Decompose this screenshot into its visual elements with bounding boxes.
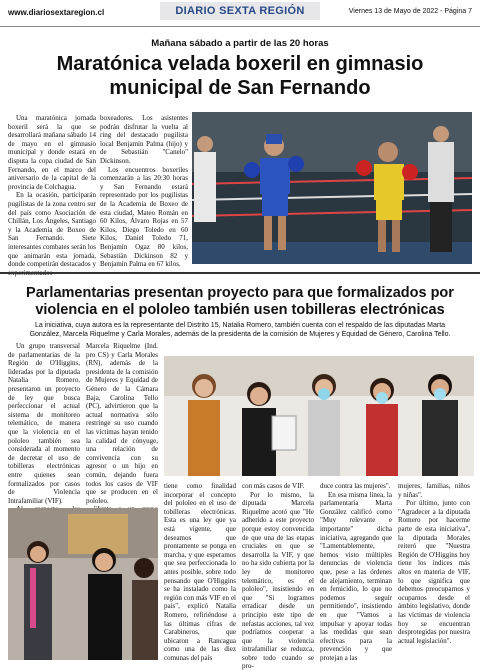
article2-headline: Parlamentarias presentan proyecto para que formalizados por violencia en el pololeo también usen tobilleras electrónicas bbox=[26, 285, 454, 318]
article1-paragraph: Una maratónica jornada boxeril será la que se desarrollará mañana sábado 14 de mayo en el gimnasio municipal y donde estará en disputa la copa ciudad de San Fernando, en el marco del aniversario de la capital de la provincia de Colchagua. bbox=[8, 114, 96, 191]
article2-paragraph: Un grupo transversal de parlamentarias de la Región de O'Higgins, lideradas por la diputada Natalia Romero, presentaron un proyecto de ley que busca perfeccionar el actual sistema de monitoreo telemático, de manera que la violencia en el pololeo también sea considerada al momento de decretar el uso de tobilleras electrónicas entre quienes sean formalizados por casos de Violencia Intrafamiliar (VIF). bbox=[8, 342, 80, 505]
article1-kicker: Mañana sábado a partir de las 20 horas bbox=[151, 38, 329, 49]
article2-paragraph: tiene como finalidad incorporar el concepto del pololeo en el uso de tobilleras electrónicas. Esta es una ley que ya está vigente, que deseamos que prontamente se ponga en marcha, y que esperamos que sea perfeccionada lo antes posible, sobre todo pensando que O'Higgins se ha instalado como la región con más VIF en el país", explicó Natalia Romero, refiriéndose a las últimas cifras de Carabineros, que ubicaron a Rancagua como una de las diez comunas del país bbox=[164, 482, 236, 662]
page-header bbox=[0, 0, 480, 27]
article2-paragraph: duce contra las mujeres". bbox=[320, 482, 391, 490]
boxing-photo bbox=[192, 112, 472, 264]
article2-paragraph: con más casos de VIF. bbox=[242, 482, 305, 490]
article2-column-4 bbox=[242, 482, 314, 671]
website-url: www.diariosextaregion.cl bbox=[8, 8, 105, 17]
article2-deck: La iniciativa, cuya autora es la representante del Distrito 15, Natalia Romero, también cuenta con el respaldo de las diputadas Marta González, Marcela Riquelme y Carla Morales, además de la presidenta de la comisión de Mujeres y Equidad de Género, Carolina Tello. bbox=[29, 322, 451, 338]
article1-paragraph: En la ocasión, participarán pugilistas de la zona centro sur del país como Asociación de Chillán, Los Ángeles, Santiago y la Academia de Boxeo de San Fernando. Siete interesantes combates serán los que animarán esta jornada, donde competirán destacados y experimentados bbox=[8, 191, 96, 277]
article2-paragraph: mujeres, familias, niños y niñas". bbox=[398, 482, 470, 499]
article1-headline: Maratónica velada boxeril en gimnasio municipal de San Fernando bbox=[56, 53, 424, 99]
article2-paragraph: En esa misma línea, la parlamentaria Marta González calificó como "Muy relevante e importante" dicha iniciativa, agregando que "Lamentablemente, hemos visto múltiples denuncias de violencia que, pese a las órdenes de alejamiento, terminan en femicidio, lo que no podemos seguir permitiendo", insistiendo en que "Vamos a impulsar y apoyar todas las medidas que sean efectivas para la prevención y que protejan a las bbox=[320, 490, 392, 662]
section-divider bbox=[0, 272, 480, 274]
article2-column-5 bbox=[320, 482, 392, 662]
article2-column-3 bbox=[164, 482, 236, 662]
article2-paragraph: Marcela Riquelme (Ind. pro CS) y Carla Morales (RN), además de la presidenta de la comisión de Mujeres y Equidad de Género de la Cámara Baja, Carolina Tello (PC), advirtieron que la actual normativa sólo restringe su uso cuando las víctimas hayan tenido la calidad de cónyuge, una relación de convivencia con su agresor o un hijo en común, dejando fuera todos los casos de VIF que se producen en el pololeo. bbox=[86, 342, 158, 505]
article1-paragraph: Los encuentros boxeriles comenzarán a las 20:30 horas y San Fernando estará representado por los pugilistas de la Academia de Boxeo de esta ciudad, Mateo Román en 60 Kilos, Álvaro Rojas en 57 Kilos, Diego Toledo en 60 Kilos, Daniel Toledo 71, Benjamín Ogaz 80 kilos, Sebastián Dickinson 82 y Benjamín Palma en 67 kilos. bbox=[100, 165, 188, 269]
women-event-photo bbox=[8, 508, 158, 660]
deputies-photo bbox=[164, 356, 474, 476]
article2-paragraph: Por último, junto con "Agradecer a la diputada Romero por hacerme parte de esta iniciativa", la diputada Morales reiteró que "Nuestra Región de O'Higgins hoy tiene los índices más altos en materia de VIF, lo que significa que debemos preocuparnos y ocuparnos desde el ámbito legislativo, donde las víctimas de violencia hoy se encuentran desprotegidas por nuestra actual legislación". bbox=[398, 499, 470, 645]
article1-column-1 bbox=[8, 114, 96, 277]
article2-paragraph: Por lo mismo, la diputada Marcela Riquelme acotó que "He adherido a este proyecto porque estoy convencida de que una de las etapas cruciales en que se desarrolla la VIF, y que no ha sido cubierta por la ley de monitoreo telemático, es el pololeo", insistiendo en que "Si logramos erradicar desde un principio este tipo de nefastas acciones, tal vez podríamos cooperar a que la violencia intrafamiliar se reduzca, sobre todo cuando se pro- bbox=[242, 490, 314, 671]
date-page: Viernes 13 de Mayo de 2022 - Página 7 bbox=[348, 8, 472, 15]
masthead: DIARIO SEXTA REGIÓN bbox=[160, 2, 320, 20]
article2-column-6 bbox=[398, 482, 470, 645]
article1-paragraph: boxeadores. Los asistentes podrán disfrutar la vuelta al ring del destacado pugilista local Benjamín Palma (hijo) y de Sebastián "Canelo" Dickinson. bbox=[100, 114, 188, 165]
article1-column-2 bbox=[100, 114, 188, 269]
